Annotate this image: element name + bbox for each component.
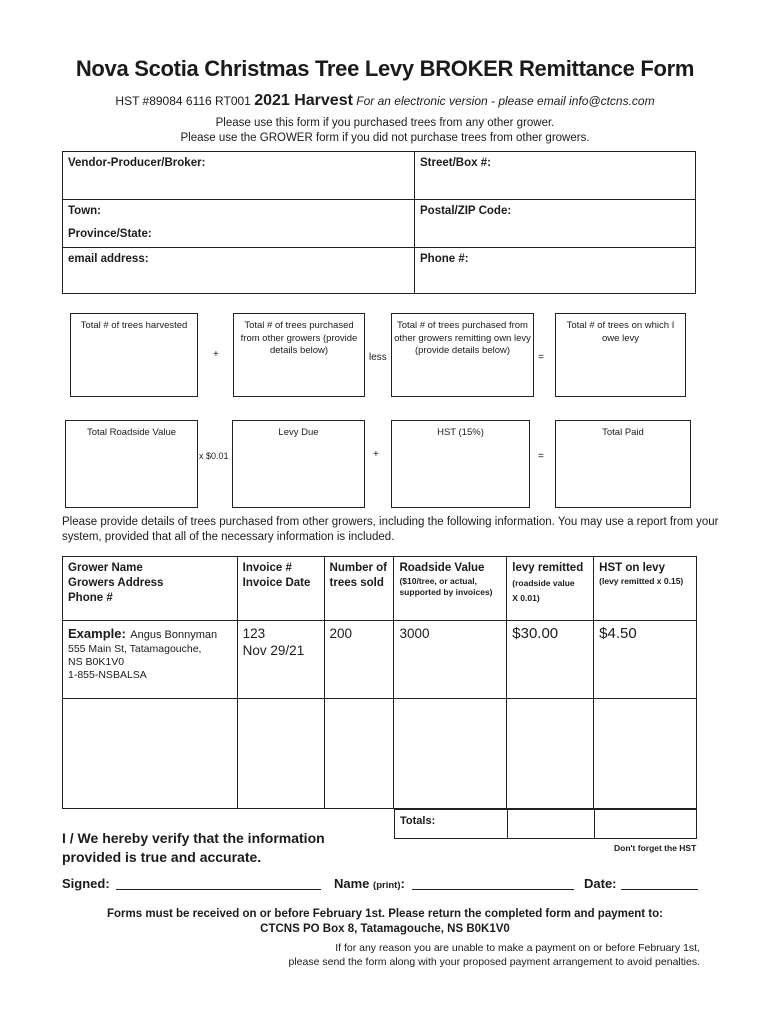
header-levy-remitted: levy remitted (roadside value X 0.01) — [507, 557, 594, 621]
entry-invoice-cell[interactable] — [237, 699, 324, 809]
signature-line[interactable] — [116, 889, 321, 890]
hst-harvest-line — [0, 92, 770, 110]
trees-own-levy-box[interactable] — [391, 313, 534, 397]
name-print-line[interactable] — [412, 889, 574, 890]
trees-own-levy-label: Total # of trees purchased from other growers remitting own levy (provide details below) — [394, 320, 531, 356]
equals-operator-2: = — [538, 451, 544, 462]
example-invoice-cell: 123 Nov 29/21 — [237, 621, 324, 699]
header-invoice: Invoice # Invoice Date — [237, 557, 324, 621]
header-hst-on-levy: HST on levy (levy remitted x 0.15) — [594, 557, 697, 621]
details-instruction: Please provide details of trees purchased from other growers, including the following information. You may use a report from your system, provided that all of the necessary information is included. — [62, 516, 719, 543]
entry-levy-cell[interactable] — [507, 699, 594, 809]
example-levy-cell: $30.00 — [507, 621, 594, 699]
total-paid-box[interactable] — [555, 420, 691, 508]
header-trees-sold: Number of trees sold — [324, 557, 394, 621]
hst-label: HST (15%) — [437, 427, 484, 438]
street-field[interactable] — [414, 151, 696, 200]
electronic-version-note: For an electronic version - please email info@ctcns.com — [356, 94, 655, 108]
province-label: Province/State: — [68, 228, 152, 240]
example-grower-cell: Example: Angus Bonnyman 555 Main St, Tatamagouche, NS B0K1V0 1-855-NSBALSA — [63, 621, 238, 699]
table-header-row — [63, 557, 697, 621]
trees-purchased-box[interactable] — [233, 313, 365, 397]
example-value-cell: 3000 — [394, 621, 507, 699]
header-roadside-value: Roadside Value ($10/tree, or actual, supported by invoices) — [394, 557, 507, 621]
roadside-value-box[interactable] — [65, 420, 198, 508]
date-label: Date: — [584, 876, 617, 891]
trees-owe-levy-box[interactable] — [555, 313, 686, 397]
plus-operator-2: + — [373, 449, 379, 460]
totals-levy-cell[interactable] — [507, 809, 595, 839]
name-label: Name (print): — [334, 876, 405, 891]
form-title: Nova Scotia Christmas Tree Levy BROKER Remittance Form — [75, 56, 695, 81]
entry-hst-cell[interactable] — [594, 699, 697, 809]
footer-instructions: Forms must be received on or before February 1st. Please return the completed form and payment to: CTCNS PO Box 8, Tatamagouche, NS B0K1V0 — [107, 908, 663, 935]
example-hst-cell: $4.50 — [594, 621, 697, 699]
phone-label: Phone #: — [420, 253, 469, 265]
town-label: Town: — [68, 205, 101, 217]
plus-operator: + — [213, 349, 219, 360]
table-row-example — [63, 621, 697, 699]
roadside-value-label: Total Roadside Value — [86, 427, 177, 438]
levy-due-box[interactable] — [232, 420, 365, 508]
trees-owe-levy-label: Total # of trees on which I owe levy — [566, 320, 675, 344]
phone-field[interactable] — [414, 247, 696, 294]
total-paid-label: Total Paid — [602, 427, 644, 438]
postal-label: Postal/ZIP Code: — [420, 205, 512, 217]
hst-box[interactable] — [391, 420, 530, 508]
trees-purchased-label: Total # of trees purchased from other growers (provide details below) — [240, 320, 358, 356]
instruction-grower: Please use the GROWER form if you did not purchase trees from other growers. — [180, 132, 590, 144]
entry-trees-cell[interactable] — [324, 699, 394, 809]
multiply-operator: x $0.01 — [199, 451, 229, 461]
header-grower: Grower Name Growers Address Phone # — [63, 557, 238, 621]
trees-harvested-box[interactable] — [70, 313, 198, 397]
totals-label: Totals: — [400, 815, 436, 827]
example-trees-cell: 200 — [324, 621, 394, 699]
town-province-field[interactable] — [62, 199, 415, 248]
trees-harvested-label: Total # of trees harvested — [80, 320, 188, 331]
street-label: Street/Box #: — [420, 157, 491, 169]
email-label: email address: — [68, 253, 149, 265]
entry-grower-cell[interactable] — [63, 699, 238, 809]
totals-hst-cell[interactable] — [594, 809, 697, 839]
levy-due-label: Levy Due — [278, 427, 319, 438]
verification-statement: I / We hereby verify that the information provided is true and accurate. — [62, 830, 325, 865]
date-line[interactable] — [621, 889, 698, 890]
less-operator: less — [369, 352, 387, 363]
email-field[interactable] — [62, 247, 415, 294]
signed-label: Signed: — [62, 876, 110, 891]
harvest-year: 2021 Harvest — [254, 92, 353, 109]
vendor-field[interactable] — [62, 151, 415, 200]
entry-value-cell[interactable] — [394, 699, 507, 809]
purchases-table — [62, 556, 697, 809]
vendor-label: Vendor-Producer/Broker: — [68, 157, 206, 169]
footer-penalty-note: If for any reason you are unable to make a payment on or before February 1st, please send the form along with your proposed payment arrangement to avoid penalties. — [288, 942, 700, 968]
hst-number: HST #89084 6116 RT001 — [115, 94, 251, 108]
dont-forget-hst-note: Don't forget the HST — [614, 843, 697, 853]
instruction-broker: Please use this form if you purchased trees from any other grower. — [215, 117, 555, 129]
postal-field[interactable] — [414, 199, 696, 248]
totals-label-cell — [394, 809, 508, 839]
table-row-entry — [63, 699, 697, 809]
equals-operator: = — [538, 352, 544, 363]
